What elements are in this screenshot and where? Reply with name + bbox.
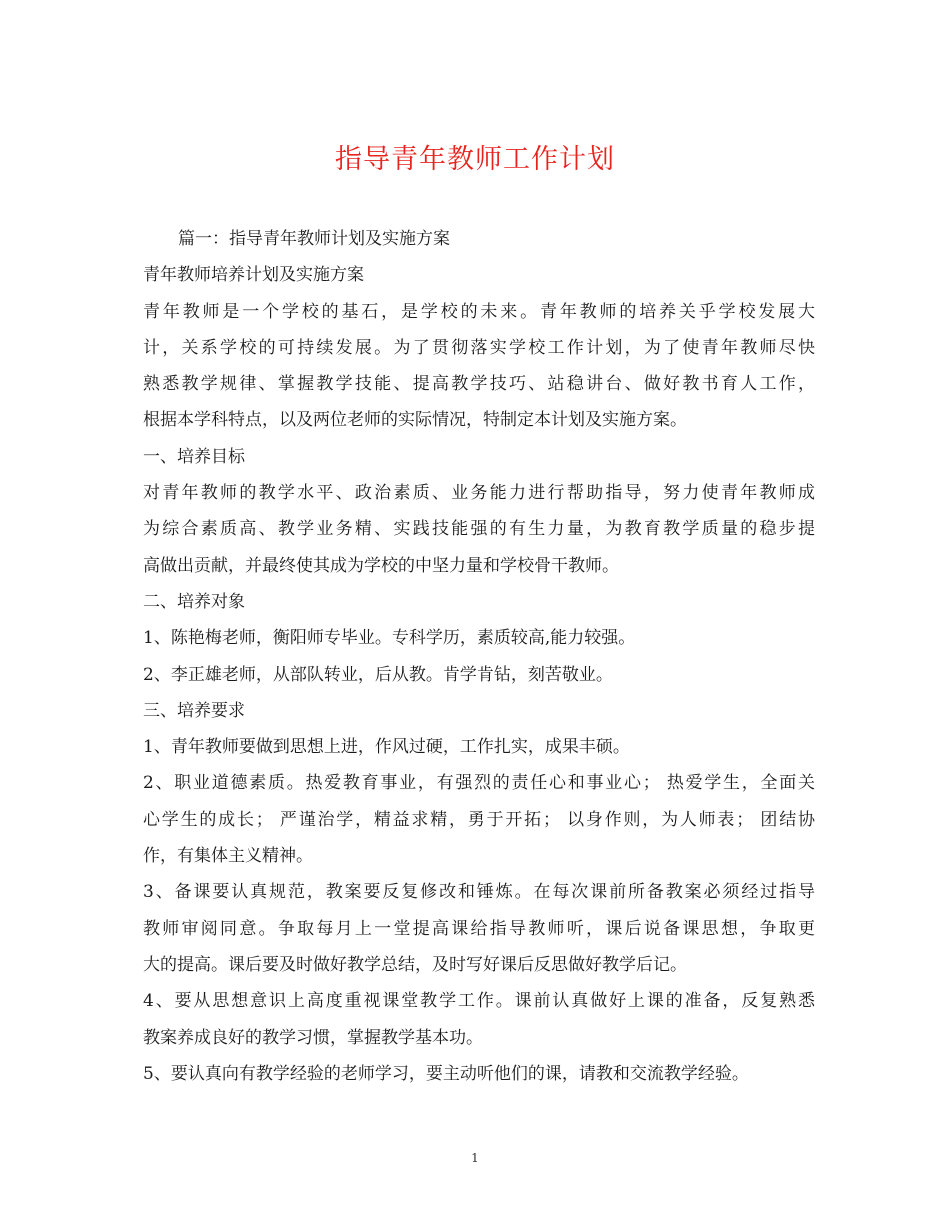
text-line: 教案养成良好的教学习惯，掌握教学基本功。 xyxy=(143,1027,483,1048)
text-line: 4、要从思想意识上高度重视课堂教学工作。课前认真做好上课的准备，反复熟悉 xyxy=(143,991,815,1012)
text-line: 1、青年教师要做到思想上进，作风过硬，工作扎实，成果丰硕。 xyxy=(143,737,630,758)
text-line: 心学生的成长； 严谨治学，精益求精，勇于开拓； 以身作则，为人师表； 团结协 xyxy=(143,809,815,830)
text-line: 1、陈艳梅老师，衡阳师专毕业。专科学历，素质较高,能力较强。 xyxy=(143,628,636,649)
text-line: 2、职业道德素质。热爱教育事业，有强烈的责任心和事业心； 热爱学生，全面关 xyxy=(143,773,815,794)
document-body xyxy=(143,221,815,1092)
text-line: 3、备课要认真规范，教案要反复修改和锤炼。在每次课前所备教案必须经过指导 xyxy=(143,882,815,903)
text-line: 高做出贡献，并最终使其成为学校的中坚力量和学校骨干教师。 xyxy=(143,555,619,576)
page-number: 1 xyxy=(471,1151,479,1165)
text-line: 为综合素质高、教学业务精、实践技能强的有生力量，为教育教学质量的稳步提 xyxy=(143,519,815,540)
text-line: 作，有集体主义精神。 xyxy=(143,846,313,867)
text-line: 熟悉教学规律、掌握教学技能、提高教学技巧、站稳讲台、做好教书育人工作， xyxy=(143,374,815,395)
text-line: 2、李正雄老师，从部队转业，后从教。肯学肯钻，刻苦敬业。 xyxy=(143,664,613,685)
document-title: 指导青年教师工作计划 xyxy=(335,144,615,175)
text-line: 三、培养要求 xyxy=(143,700,245,721)
text-line: 计，关系学校的可持续发展。为了贯彻落实学校工作计划，为了使青年教师尽快 xyxy=(143,337,815,358)
text-line: 一、培养目标 xyxy=(143,446,245,467)
text-line: 篇一：指导青年教师计划及实施方案 xyxy=(178,229,450,249)
text-line: 大的提高。课后要及时做好教学总结，及时写好课后反思做好教学后记。 xyxy=(143,954,687,975)
text-line: 青年教师是一个学校的基石，是学校的未来。青年教师的培养关乎学校发展大 xyxy=(143,301,815,322)
text-line: 青年教师培养计划及实施方案 xyxy=(143,265,364,286)
text-line: 根据本学科特点，以及两位老师的实际情况，特制定本计划及实施方案。 xyxy=(143,410,687,431)
text-line: 5、要认真向有教学经验的老师学习，要主动听他们的课，请教和交流教学经验。 xyxy=(143,1063,749,1084)
text-line: 二、培养对象 xyxy=(143,591,245,612)
text-line: 教师审阅同意。争取每月上一堂提高课给指导教师听，课后说备课思想，争取更 xyxy=(143,918,815,939)
text-line: 对青年教师的教学水平、政治素质、业务能力进行帮助指导，努力使青年教师成 xyxy=(143,483,815,504)
